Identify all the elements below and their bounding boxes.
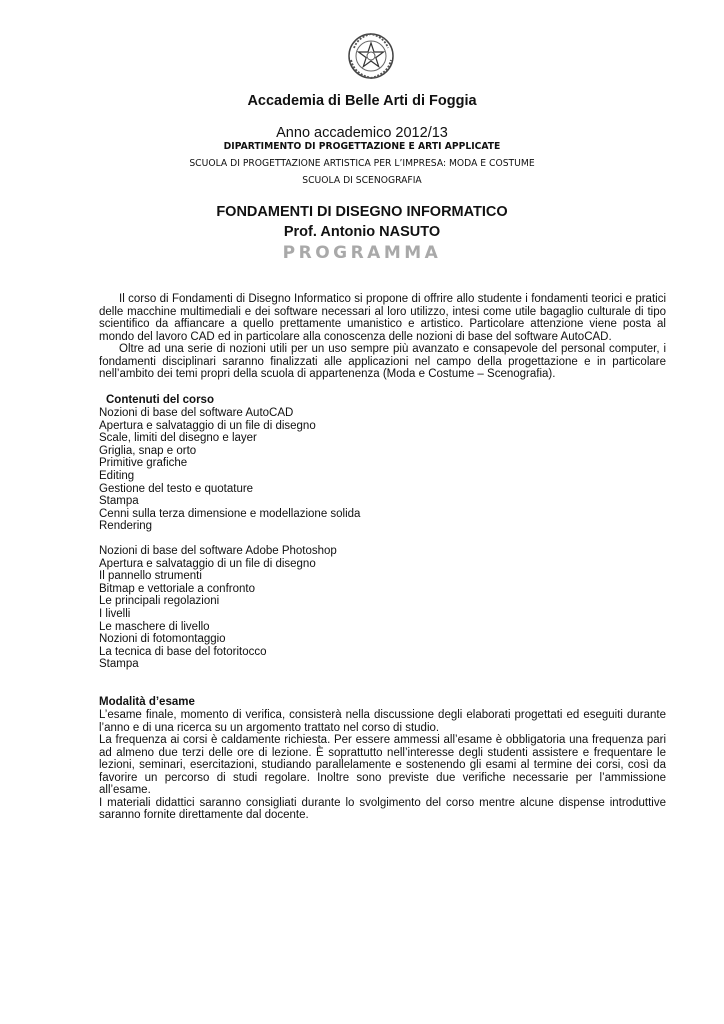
list-item: Primitive grafiche [99, 457, 188, 470]
intro-paragraph-1: Il corso di Fondamenti di Disegno Informatico si propone di offrire allo studente i fondamenti teorici e pratici delle macchine multimediali e dei software necessari al loro utilizzo, intesi come utile bagaglio culturale di tipo scientifico da affiancare a quello prettamente umanistico e artistico. Particolare attenzione viene posta al mondo del lavoro CAD ed in particolare alla conoscenza delle nozioni di base del software AutoCAD. [99, 293, 666, 343]
exam-paragraph-1: L’esame finale, momento di verifica, consisterà nella discussione degli elaborati progettati ed eseguiti durante l’anno e di una ricerca su un argomento trattato nel corso di studio. [99, 709, 666, 734]
professor-name: Prof. Antonio NASUTO [283, 224, 441, 240]
exam-paragraph-2: La frequenza ai corsi è caldamente richiesta. Per essere ammessi all’esame è obbligatoria una frequenza pari ad almeno due terzi delle ore di lezione. È soprattutto nell’interesse degli studenti assistere e frequentare le lezioni, seminari, esercitazioni, studiando parallelamente e sostenendo gli esami al termine dei corsi, così da favorire un percorso di studi regolare. Inoltre sono previste due verifiche necessarie per l’ammissione all’esame. [99, 734, 666, 796]
school-name-fashion: SCUOLA DI PROGETTAZIONE ARTISTICA PER L’IMPRESA: MODA E COSTUME [189, 158, 535, 169]
italian-republic-emblem-icon [344, 30, 398, 82]
list-item: Nozioni di fotomontaggio [99, 633, 226, 646]
list-item: Le principali regolazioni [99, 595, 220, 608]
photoshop-topics-list [99, 545, 337, 671]
list-item: Apertura e salvataggio di un file di disegno [99, 557, 316, 570]
list-item: I livelli [99, 607, 131, 620]
list-item: Stampa [99, 658, 139, 671]
list-item: Il pannello strumenti [99, 570, 202, 583]
list-item: Editing [99, 469, 135, 482]
department-name: DIPARTIMENTO DI PROGETTAZIONE E ARTI APPLICATE [223, 141, 501, 152]
program-heading: PROGRAMMA [282, 243, 442, 263]
school-name-scenography: SCUOLA DI SCENOGRAFIA [302, 175, 422, 186]
list-item: Stampa [99, 495, 139, 508]
list-item: Gestione del testo e quotature [99, 482, 254, 495]
list-item: Nozioni di base del software AutoCAD [99, 407, 294, 419]
list-item: Scale, limiti del disegno e layer [99, 432, 257, 445]
list-item: Bitmap e vettoriale a confronto [99, 582, 255, 595]
contents-heading: Contenuti del corso [106, 394, 214, 406]
list-item: Griglia, snap e orto [99, 444, 197, 457]
list-item: Rendering [99, 520, 153, 533]
list-item: Cenni sulla terza dimensione e modellazione solida [99, 507, 361, 520]
list-item: Nozioni di base del software Adobe Photoshop [99, 545, 337, 557]
course-title: FONDAMENTI DI DISEGNO INFORMATICO [216, 204, 508, 220]
autocad-topics-list [99, 407, 360, 533]
exam-heading: Modalità d’esame [99, 696, 195, 708]
intro-section [99, 293, 666, 381]
academic-year: Anno accademico 2012/13 [276, 125, 448, 141]
intro-paragraph-2: Oltre ad una serie di nozioni utili per un uso sempre più avanzato e consapevole del personal computer, i fondamenti disciplinari saranno finalizzati alle applicazioni nel campo della progettazione e in particolare nell’ambito dei temi propri della scuola di appartenenza (Moda e Costume – Scenografia). [99, 343, 666, 380]
list-item: Apertura e salvataggio di un file di disegno [99, 419, 316, 432]
list-item: La tecnica di base del fotoritocco [99, 645, 267, 658]
exam-section [99, 709, 666, 822]
academy-name: Accademia di Belle Arti di Foggia [247, 93, 477, 109]
list-item: Le maschere di livello [99, 620, 210, 633]
exam-paragraph-3: I materiali didattici saranno consigliati durante lo svolgimento del corso mentre alcune dispense introduttive saranno fornite direttamente dal docente. [99, 796, 666, 821]
